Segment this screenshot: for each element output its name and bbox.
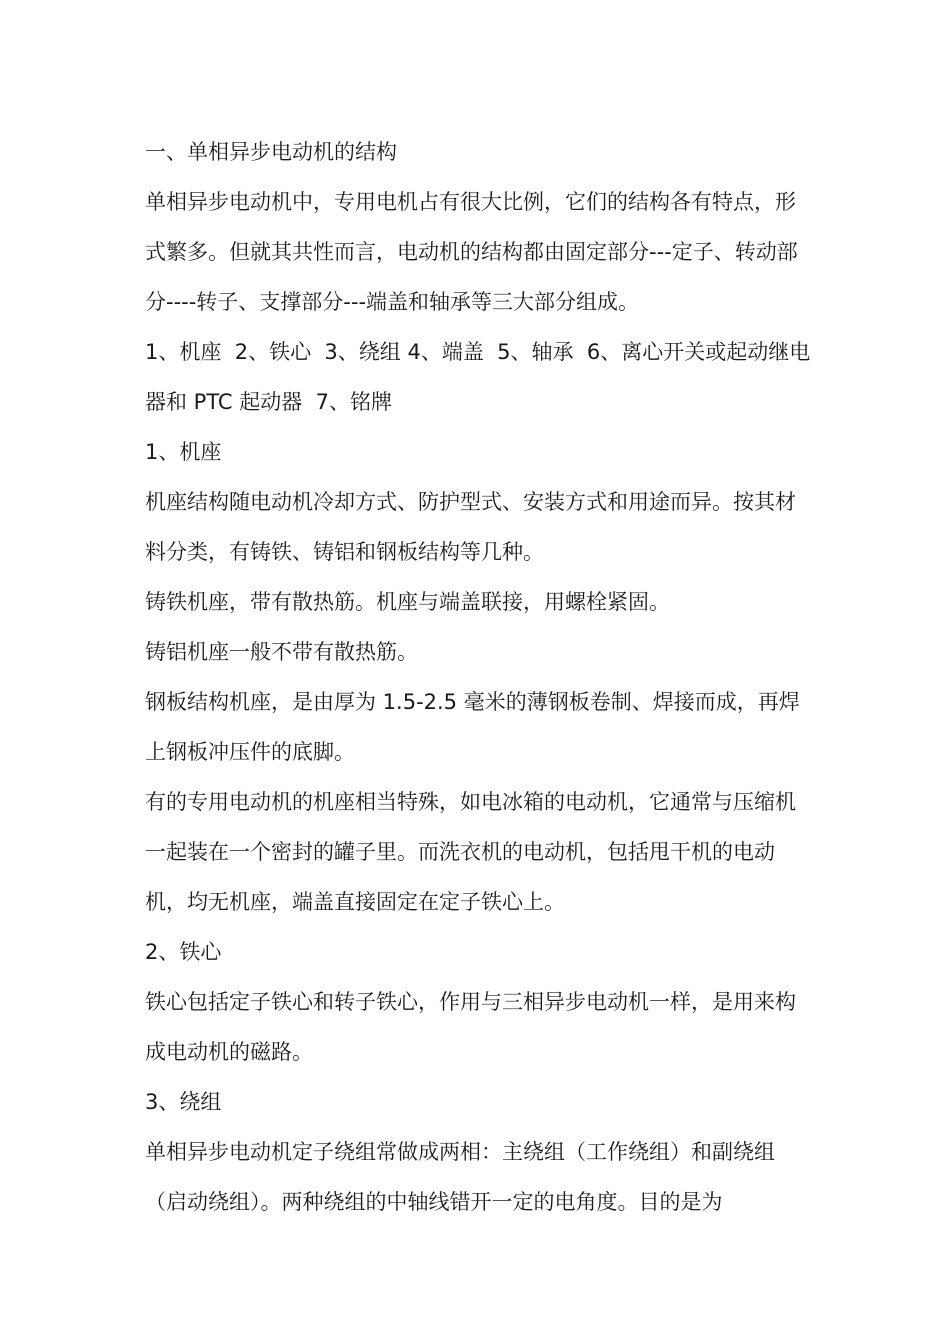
parts-list: 1、机座 2、铁心 3、绕组 4、端盖 5、轴承 6、离心开关或起动继电器和 PTC 起动器 7、铭牌 — [145, 340, 811, 414]
section-heading: 一、单相异步电动机的结构 — [145, 140, 397, 164]
body-paragraph: 铸铁机座，带有散热筋。机座与端盖联接，用螺栓紧固。 — [145, 590, 670, 614]
body-paragraph: 钢板结构机座，是由厚为 1.5-2.5 毫米的薄钢板卷制、焊接而成，再焊上钢板冲压件的底脚。 — [145, 690, 800, 764]
body-paragraph: 机座结构随电动机冷却方式、防护型式、安装方式和用途而异。按其材料分类，有铸铁、铸铝和钢板结构等几种。 — [145, 490, 796, 564]
document-body — [145, 127, 815, 1227]
body-paragraph: 单相异步电动机定子绕组常做成两相：主绕组（工作绕组）和副绕组（启动绕组）。两种绕组的中轴线错开一定的电角度。目的是为 — [145, 1140, 775, 1214]
body-paragraph: 铸铝机座一般不带有散热筋。 — [145, 640, 418, 664]
subsection-heading: 3、绕组 — [145, 1090, 222, 1114]
subsection-heading: 1、机座 — [145, 440, 222, 464]
body-paragraph: 有的专用电动机的机座相当特殊，如电冰箱的电动机，它通常与压缩机一起装在一个密封的罐子里。而洗衣机的电动机，包括甩干机的电动机，均无机座，端盖直接固定在定子铁心上。 — [145, 790, 796, 914]
body-paragraph: 单相异步电动机中，专用电机占有很大比例，它们的结构各有特点，形式繁多。但就其共性而言，电动机的结构都由固定部分---定子、转动部分----转子、支撑部分---端盖和轴承等三大部分组成。 — [145, 190, 798, 314]
subsection-heading: 2、铁心 — [145, 940, 222, 964]
body-paragraph: 铁心包括定子铁心和转子铁心，作用与三相异步电动机一样，是用来构成电动机的磁路。 — [145, 990, 796, 1064]
